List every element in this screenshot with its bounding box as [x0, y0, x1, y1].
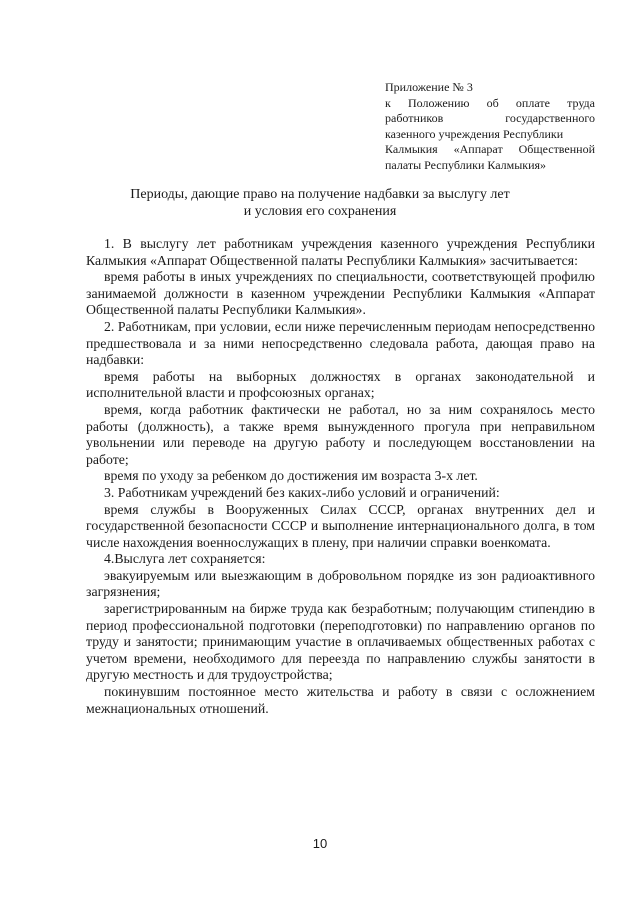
paragraph-item-2: 2. Работникам, при условии, если ниже перечисленным периодам непосредственно предшествовала и за ними непосредственно следовала работа, дающая право на надбавки: — [86, 318, 595, 368]
appendix-note — [385, 80, 595, 173]
paragraph-item-4: 4.Выслуга лет сохраняется: — [104, 551, 266, 567]
paragraph-item-3: 3. Работникам учреждений без каких-либо условий и ограничений: — [104, 484, 500, 500]
paragraph: время работы на выборных должностях в органах законодательной и исполнительной власти и профсоюзных органах; — [86, 368, 595, 401]
appendix-line: казенного учреждения Республики — [385, 126, 564, 141]
document-heading — [90, 186, 550, 220]
paragraph: эвакуируемым или выезжающим в добровольном порядке из зон радиоактивного загрязнения; — [86, 567, 595, 600]
paragraph: зарегистрированным на бирже труда как безработным; получающим стипендию в период профессиональной подготовки (переподготовки) по направлению органов по труду и занятости; принимающим участие в оплачиваемых общественных работах с учетом времени, необходимого для переезда по направлению службы занятости в другую местность и для трудоустройства; — [86, 601, 595, 683]
appendix-line: Калмыкия «Аппарат Общественной — [385, 142, 595, 156]
heading-line: Периоды, дающие право на получение надбавки за выслугу лет — [130, 187, 510, 202]
paragraph: время службы в Вооруженных Силах СССР, органах внутренних дел и государственной безопасности СССР и выполнение интернационального долга, в том числе нахождения военнослужащих в плену, при наличии справки военкомата. — [86, 501, 595, 550]
page-number: 10 — [312, 836, 328, 851]
appendix-line: работников государственного — [385, 111, 595, 125]
paragraph: время, когда работник фактически не работал, но за ним сохранялось место работы (должность), а также время вынужденного прогула при неправильном увольнении или переводе на другую работу и последующем восстановлении на работе; — [86, 401, 595, 467]
document-body — [86, 236, 595, 717]
appendix-line: к Положению об оплате труда — [385, 95, 595, 110]
paragraph: время работы в иных учреждениях по специальности, соответствующей профилю занимаемой должности в казенном учреждении Республики Калмыкия «Аппарат Общественной палаты Республики Калмыкия». — [86, 269, 595, 318]
heading-line: и условия его сохранения — [243, 204, 397, 219]
appendix-line: Приложение № 3 — [385, 80, 473, 94]
paragraph: время по уходу за ребенком до достижения им возраста 3-х лет. — [104, 468, 478, 484]
paragraph-item-1: 1. В выслугу лет работникам учреждения казенного учреждения Республики Калмыкия «Аппарат Общественной палаты Республики Калмыкия» засчитывается: — [86, 236, 595, 268]
appendix-line: палаты Республики Калмыкия» — [385, 157, 547, 172]
paragraph: покинувшим постоянное место жительства и работу в связи с осложнением межнациональных отношений. — [86, 684, 595, 716]
